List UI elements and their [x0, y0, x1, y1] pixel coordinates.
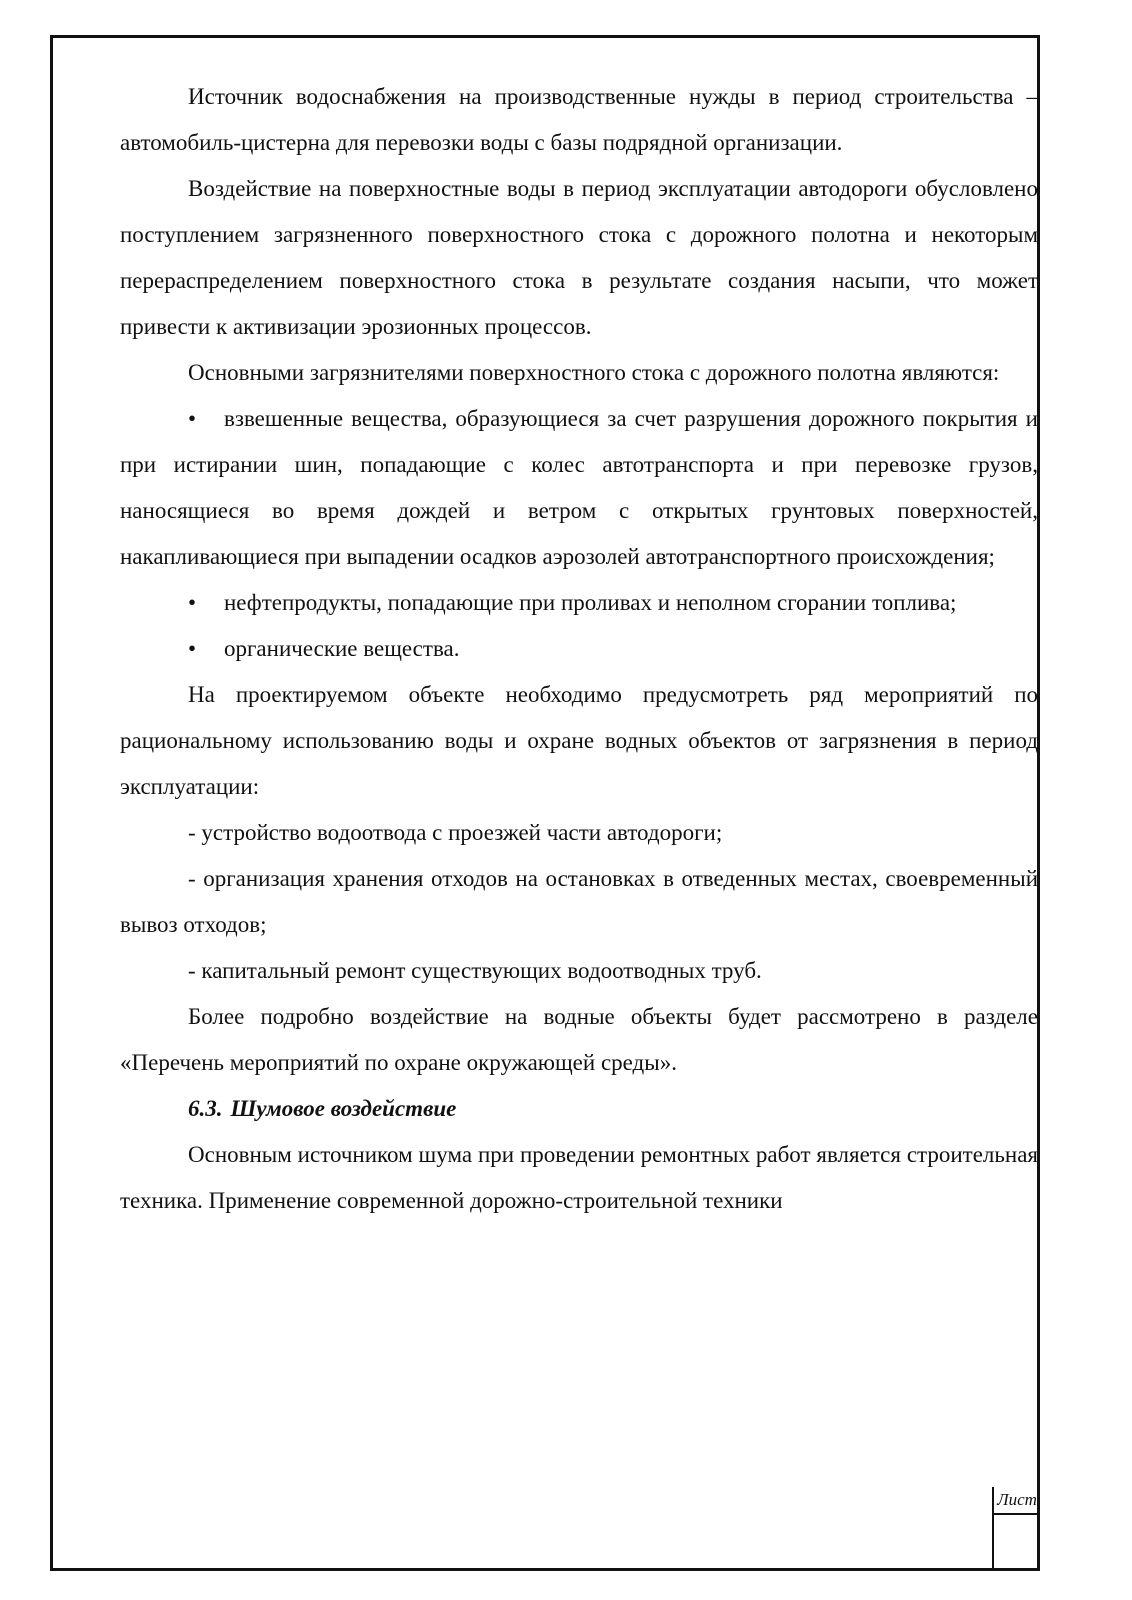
paragraph-noise-source: Основным источником шума при проведении ремонтных работ является строительная техника. Применение современной дорожно-строительной техники	[120, 1142, 1038, 1213]
paragraph-surface-water-impact: Воздействие на поверхностные воды в период эксплуатации автодороги обусловлено поступлением загрязненного поверхностного стока с дорожного полотна и некоторым перераспределением поверхностного стока в результате создания насыпи, что может привести к активизации эрозионных процессов.	[120, 176, 1038, 339]
paragraph-measures-intro: На проектируемом объекте необходимо предусмотреть ряд мероприятий по рациональному использованию воды и охране водных объектов от загрязнения в период эксплуатации:	[120, 682, 1038, 799]
bullet-text: взвешенные вещества, образующиеся за счет разрушения дорожного покрытия и при истирании шин, попадающие с колес автотранспорта и при перевозке грузов, наносящиеся во время дождей и ветром с открытых грунтовых поверхностей, накапливающиеся при выпадении осадков аэрозолей автотранспортного происхождения;	[120, 406, 1038, 569]
bullet-text: нефтепродукты, попадающие при проливах и неполном сгорании топлива;	[224, 590, 957, 615]
document-body	[120, 74, 1038, 1404]
measure-item: - устройство водоотвода с проезжей части автодороги;	[188, 820, 723, 845]
section-title: Шумовое воздействие	[230, 1096, 457, 1121]
list-item	[120, 580, 1038, 626]
bullet-icon: •	[188, 636, 197, 661]
paragraph-water-supply: Источник водоснабжения на производственные нужды в период строительства – автомобиль-цистерна для перевозки воды с базы подрядной организации.	[120, 84, 1038, 155]
sheet-number	[994, 1515, 1040, 1567]
measure-item: - организация хранения отходов на остановках в отведенных местах, своевременный вывоз отходов;	[120, 866, 1038, 937]
bullet-icon: •	[188, 590, 197, 615]
bullet-text: органические вещества.	[224, 636, 460, 661]
measure-item: - капитальный ремонт существующих водоотводных труб.	[188, 958, 762, 983]
list-item	[120, 396, 1038, 580]
sheet-stamp	[992, 1487, 1040, 1571]
list-item	[120, 626, 1038, 672]
paragraph-pollutants-intro: Основными загрязнителями поверхностного стока с дорожного полотна являются:	[188, 360, 1000, 385]
section-heading	[120, 1086, 1038, 1132]
sheet-label: Лист	[994, 1487, 1040, 1515]
bullet-icon: •	[188, 406, 197, 431]
paragraph-reference: Более подробно воздействие на водные объекты будет рассмотрено в разделе «Перечень мероприятий по охране окружающей среды».	[120, 1004, 1038, 1075]
section-number: 6.3.	[188, 1096, 223, 1121]
